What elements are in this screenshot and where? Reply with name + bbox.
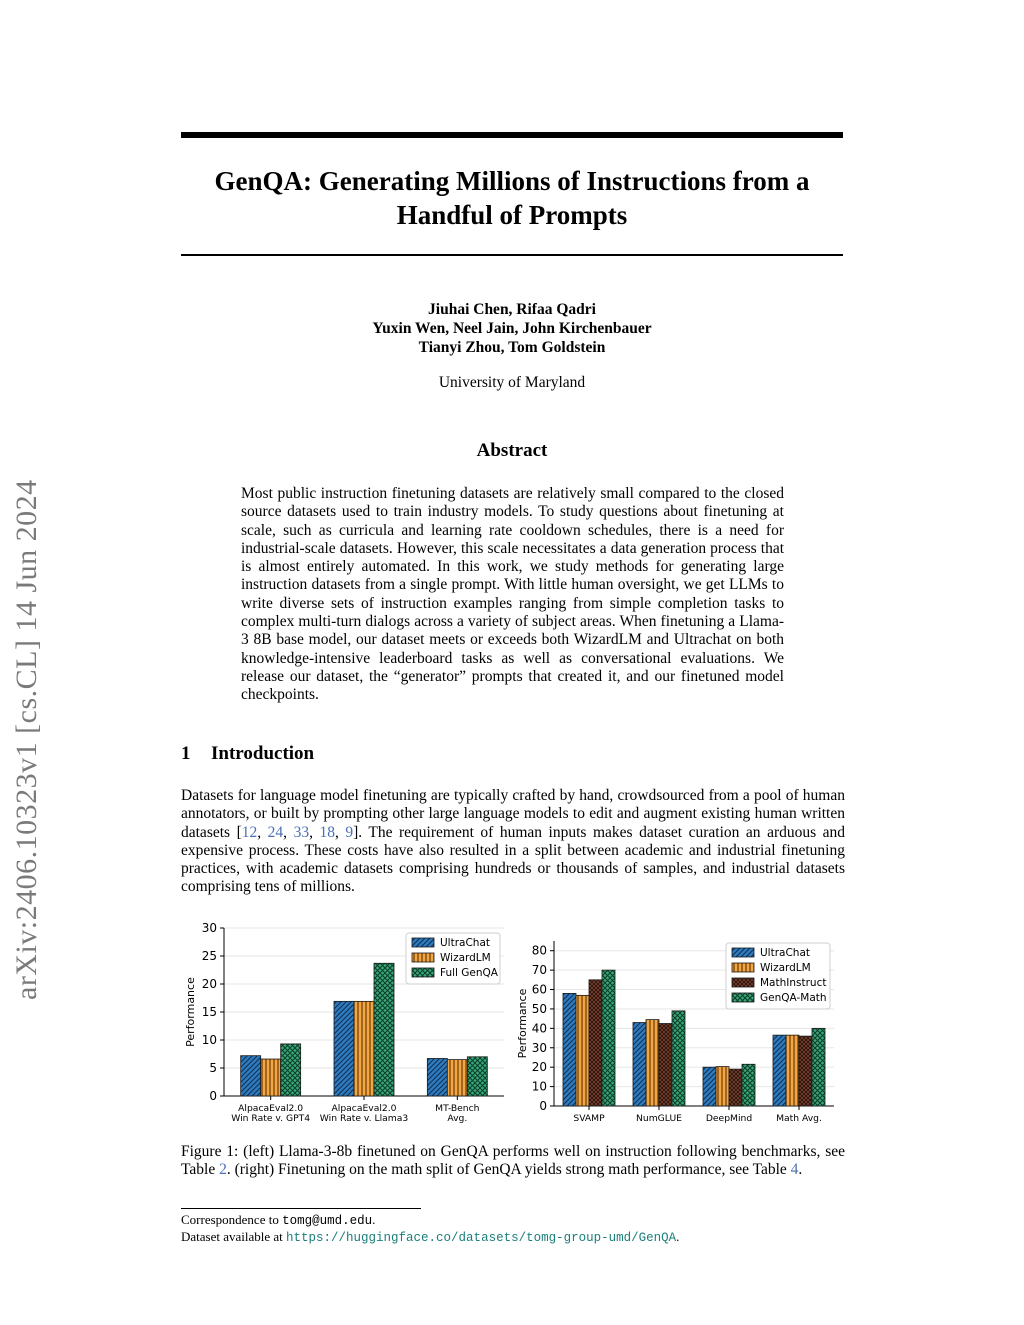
title-top-rule — [181, 132, 843, 138]
intro-text: ]. The requirement of human inputs makes dataset curation an arduous and expensive process. These costs have also resulted in a split between academic and industrial finetuning practices, with academic datasets comprising hundreds or thousands of samples, and industrial datasets comprising tens of millions. — [181, 823, 846, 896]
bar — [447, 1060, 467, 1096]
arxiv-identifier: arXiv:2406.10323v1 [cs.CL] 14 Jun 2024 — [10, 479, 43, 1000]
citation-link[interactable]: 12 — [241, 823, 258, 841]
intro-text: Datasets for language model finetuning are typically crafted by hand, crowdsourced from a pool of human annotators, or built by prompting other large language models to edit and augment existing human written datasets [ — [181, 787, 845, 841]
y-axis-label: Performance — [516, 988, 529, 1059]
title-bottom-rule — [181, 254, 843, 256]
y-tick-label: 70 — [531, 963, 547, 978]
author-line: Tianyi Zhou, Tom Goldstein — [418, 339, 606, 356]
bar — [703, 1067, 716, 1106]
x-tick-label: DeepMind — [705, 1113, 753, 1124]
y-axis-label: Performance — [184, 977, 197, 1047]
x-tick-label: AlpacaEval2.0 — [238, 1103, 304, 1114]
bar — [334, 1001, 354, 1096]
y-tick-label: 40 — [531, 1021, 547, 1036]
paper-title — [181, 164, 843, 232]
chart-left — [184, 921, 504, 1124]
bar — [602, 970, 615, 1106]
bar — [241, 1056, 261, 1096]
y-tick-label: 0 — [539, 1099, 547, 1113]
bar — [742, 1064, 755, 1106]
legend-swatch — [732, 993, 754, 1002]
legend-swatch — [732, 963, 754, 972]
abstract-heading: Abstract — [476, 440, 548, 461]
title-line-1: GenQA: Generating Millions of Instructions from a — [214, 166, 810, 196]
legend-swatch — [412, 953, 434, 962]
y-tick-label: 15 — [201, 1005, 217, 1019]
y-tick-label: 20 — [531, 1060, 547, 1075]
bar — [659, 1024, 672, 1107]
bar — [576, 995, 589, 1106]
legend-label: GenQA-Math — [760, 992, 827, 1004]
x-tick-label: SVAMP — [573, 1113, 605, 1124]
footnote-text: . — [676, 1229, 680, 1244]
y-tick-label: 25 — [201, 949, 217, 963]
footnote-rule — [181, 1208, 421, 1209]
y-tick-label: 30 — [201, 921, 217, 935]
bar — [773, 1035, 786, 1106]
affiliation: University of Maryland — [438, 374, 586, 391]
y-tick-label: 30 — [531, 1040, 547, 1055]
bar — [786, 1035, 799, 1106]
section-title: Introduction — [211, 743, 315, 764]
legend-swatch — [412, 968, 434, 977]
email-link[interactable]: tomg@umd.edu — [282, 1214, 373, 1228]
x-tick-label: Win Rate v. Llama3 — [319, 1113, 409, 1124]
caption-text: . (right) Finetuning on the math split of GenQA yields strong math performance, see Table — [226, 1161, 791, 1179]
table-ref-link[interactable]: 4 — [790, 1161, 799, 1179]
author-line: Jiuhai Chen, Rifaa Qadri — [428, 301, 596, 318]
legend-swatch — [732, 948, 754, 957]
bar — [427, 1058, 447, 1096]
caption-text: Figure 1: (left) Llama-3-8b finetuned on GenQA performs well on instruction following benchmarks, see Table — [181, 1143, 845, 1179]
bar — [563, 993, 576, 1106]
x-tick-label: Math Avg. — [776, 1113, 822, 1124]
footnote-text: Dataset available at — [181, 1229, 287, 1244]
bar — [799, 1036, 812, 1106]
intro-paragraph: Datasets for language model finetuning are typically crafted by hand, crowdsourced from a pool of human annotators, or built by prompting other large language models to edit and augment existing human written datasets [12, 24, 33, 18, 9]. The requirement of human inputs makes dataset curation an arduous and expensive process. These costs have also resulted in a split between academic and industrial finetuning practices, with academic datasets comprising hundreds or thousands of samples, and industrial datasets comprising tens of millions. — [181, 787, 846, 896]
caption-text: . — [798, 1161, 803, 1179]
bar — [467, 1057, 487, 1096]
y-tick-label: 60 — [531, 982, 547, 997]
citation-link[interactable]: 18 — [319, 823, 335, 841]
y-tick-label: 0 — [209, 1089, 217, 1103]
footnote-text: Correspondence to — [181, 1212, 283, 1227]
y-tick-label: 50 — [531, 1001, 547, 1016]
legend-label: WizardLM — [760, 962, 811, 974]
legend-label: UltraChat — [760, 947, 811, 959]
footnote-dataset — [181, 1229, 679, 1245]
bar — [374, 963, 394, 1096]
bar — [261, 1059, 281, 1096]
section-number: 1 — [181, 743, 191, 764]
legend-label: MathInstruct — [760, 977, 827, 989]
bar — [633, 1023, 646, 1106]
citation-link[interactable]: 9 — [345, 823, 354, 841]
author-line: Yuxin Wen, Neel Jain, John Kirchenbauer — [372, 320, 652, 337]
legend-swatch — [732, 978, 754, 987]
author-list — [181, 300, 843, 357]
y-tick-label: 10 — [531, 1079, 547, 1094]
bar — [589, 980, 602, 1106]
bar — [812, 1028, 825, 1106]
table-ref-link[interactable]: 2 — [219, 1161, 227, 1179]
bar — [716, 1067, 729, 1106]
x-tick-label: AlpacaEval2.0 — [331, 1103, 397, 1114]
x-tick-label: NumGLUE — [636, 1113, 682, 1124]
chart-right — [516, 941, 834, 1124]
legend-swatch — [412, 938, 434, 947]
y-tick-label: 5 — [209, 1061, 217, 1075]
figure-caption — [181, 1143, 845, 1180]
footnote-correspondence — [181, 1212, 375, 1228]
y-tick-label: 10 — [201, 1033, 217, 1047]
section-heading — [181, 743, 314, 765]
y-tick-label: 20 — [201, 977, 217, 991]
bar — [672, 1011, 685, 1106]
y-tick-label: 80 — [531, 943, 547, 958]
bar — [281, 1044, 301, 1096]
x-tick-label: Win Rate v. GPT4 — [231, 1113, 311, 1124]
citation-link[interactable]: 33 — [293, 823, 310, 841]
bar — [646, 1020, 659, 1106]
bar — [729, 1069, 742, 1106]
legend-label: WizardLM — [440, 952, 491, 964]
title-line-2: Handful of Prompts — [396, 200, 628, 230]
citation-link[interactable]: 24 — [267, 823, 284, 841]
abstract-text: Most public instruction finetuning datasets are relatively small compared to the closed source datasets used to train industry models. To study questions about finetuning at scale, such as curricula and learning rate cooldown schedules, there is a need for industrial-scale datasets. However, this scale necessitates a data generation process that is almost entirely automated. In this work, we study methods for generating large instruction datasets from a single prompt. With little human oversight, we get LLMs to write diverse sets of instruction examples ranging from simple completion tasks to complex multi-turn dialogs across a variety of subject areas. When finetuning a Llama-3 8B base model, our dataset meets or exceeds both WizardLM and Ultrachat on both knowledge-intensive leaderboard tasks as well as conversational evaluations. We release our dataset, the “generator” prompts that created it, and our finetuned model checkpoints. — [241, 485, 784, 704]
legend-label: UltraChat — [440, 937, 491, 949]
figure-1 — [180, 918, 845, 1128]
bar — [354, 1001, 374, 1096]
footnote-text: . — [372, 1212, 376, 1227]
x-tick-label: Avg. — [447, 1113, 468, 1124]
dataset-url-link[interactable]: https://huggingface.co/datasets/tomg-group-umd/GenQA — [286, 1231, 677, 1245]
legend-label: Full GenQA — [440, 967, 498, 979]
x-tick-label: MT-Bench — [435, 1103, 480, 1114]
